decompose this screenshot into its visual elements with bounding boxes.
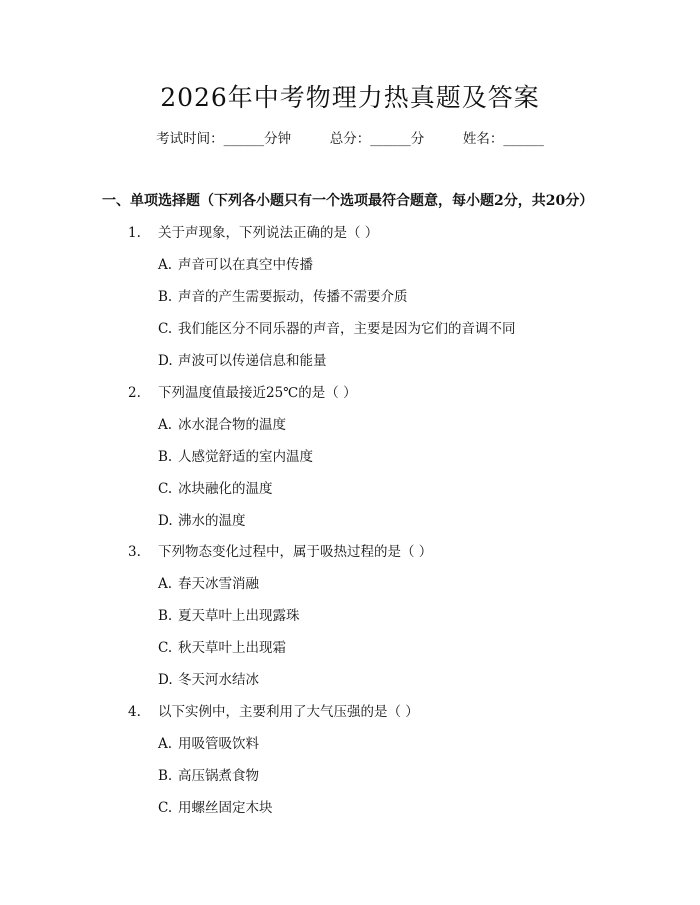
option-letter: C. [158, 640, 173, 656]
answer-option [158, 446, 313, 468]
question-text: 关于声现象，下列说法正确的是（ ） [158, 225, 379, 241]
option-letter: C. [158, 481, 173, 497]
option-letter: D. [158, 353, 173, 369]
option-text: 春天冰雪消融 [178, 576, 259, 592]
question [128, 382, 357, 404]
answer-option [158, 669, 259, 691]
option-text: 冬天河水结冰 [178, 672, 259, 688]
time-label: 考试时间： [156, 131, 224, 147]
option-text: 声音可以在真空中传播 [178, 257, 313, 273]
question [128, 541, 432, 563]
question-text: 下列温度值最接近25℃的是（ ） [158, 385, 357, 401]
name-label: 姓名： [462, 131, 504, 147]
time-unit: 分钟 [264, 131, 292, 147]
option-letter: B. [158, 768, 173, 784]
score-blank: ______ [370, 131, 411, 147]
answer-option [158, 765, 259, 787]
question-text: 以下实例中，主要利用了大气压强的是（ ） [158, 704, 419, 720]
answer-option [158, 637, 286, 659]
option-letter: A. [158, 257, 173, 273]
option-letter: D. [158, 513, 173, 529]
answer-option [158, 286, 408, 308]
option-text: 我们能区分不同乐器的声音，主要是因为它们的音调不同 [178, 321, 516, 337]
option-letter: C. [158, 321, 173, 337]
option-text: 冰块融化的温度 [178, 481, 273, 497]
option-letter: A. [158, 417, 173, 433]
answer-option [158, 414, 286, 436]
option-text: 冰水混合物的温度 [178, 417, 286, 433]
option-text: 人感觉舒适的室内温度 [178, 449, 313, 465]
answer-option [158, 733, 259, 755]
question-number: 2. [128, 385, 141, 401]
option-letter: A. [158, 736, 173, 752]
exam-info-line [0, 128, 700, 150]
option-letter: B. [158, 608, 173, 624]
option-letter: A. [158, 576, 173, 592]
option-text: 高压锅煮食物 [178, 768, 259, 784]
question [128, 701, 419, 723]
option-text: 用吸管吸饮料 [178, 736, 259, 752]
score-label: 总分： [329, 131, 371, 147]
option-text: 夏天草叶上出现露珠 [178, 608, 300, 624]
option-letter: B. [158, 289, 173, 305]
option-text: 秋天草叶上出现霜 [178, 640, 286, 656]
section-heading: 一、单项选择题（下列各小题只有一个选项最符合题意，每小题2分，共20分） [102, 193, 594, 209]
time-blank: ______ [223, 131, 265, 147]
option-text: 声波可以传递信息和能量 [178, 353, 327, 369]
question-number: 3. [128, 544, 141, 560]
option-text: 沸水的温度 [178, 513, 246, 529]
answer-option [158, 254, 313, 276]
answer-option [158, 797, 273, 819]
answer-option [158, 605, 300, 627]
answer-option [158, 350, 327, 372]
option-text: 用螺丝固定木块 [178, 800, 273, 816]
score-unit: 分 [410, 131, 425, 147]
option-letter: C. [158, 800, 173, 816]
answer-option [158, 510, 246, 532]
page-title: 2026年中考物理力热真题及答案 [160, 83, 540, 112]
option-text: 声音的产生需要振动，传播不需要介质 [178, 289, 408, 305]
answer-option [158, 478, 273, 500]
option-letter: D. [158, 672, 173, 688]
option-letter: B. [158, 449, 173, 465]
question-text: 下列物态变化过程中，属于吸热过程的是（ ） [158, 544, 433, 560]
question [128, 222, 378, 244]
answer-option [158, 573, 259, 595]
question-number: 1. [128, 225, 141, 241]
name-blank: ______ [503, 131, 544, 147]
question-number: 4. [128, 704, 141, 720]
answer-option [158, 318, 516, 340]
